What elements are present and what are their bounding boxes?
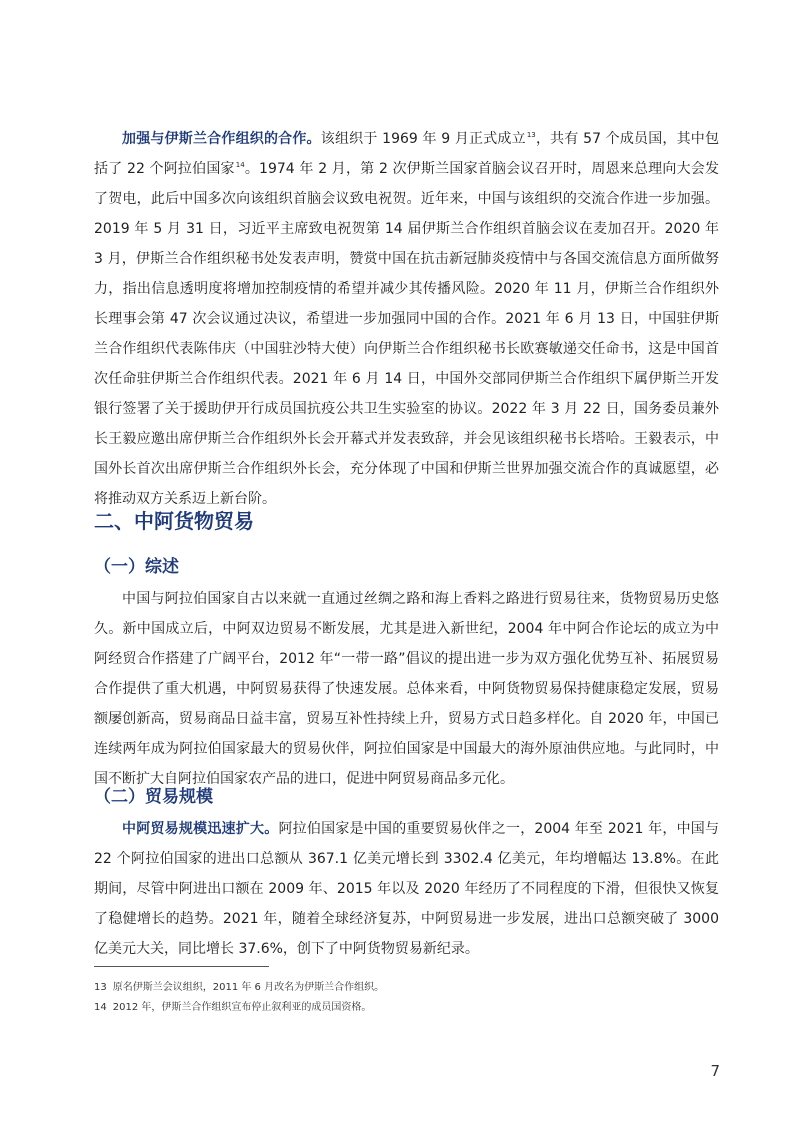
paragraph-text: 阿拉伯国家是中国的重要贸易伙伴之一，2004 年至 2021 年，中国与 22 个阿拉伯国家的进出口总额从 367.1 亿美元增长到 3302.4 亿美元，年均增幅达 13.8%。在此期间，尽管中阿进出口额在 2009 年、2015 年以及 2020 年经历了不同程度的下滑，但很快又恢复了稳健增长的趋势。2021 年，随着全球经济复苏，中阿贸易进一步发展，进出口总额突破了 3000 亿美元大关，同比增长 37.6%，创下了中阿货物贸易新纪录。 xyxy=(94,821,720,957)
paragraph-text: ，共有 57 个成员国，其中包括了 22 个阿拉伯国家 xyxy=(94,131,720,177)
paragraph-text: 中国与阿拉伯国家自古以来就一直通过丝绸之路和海上香料之路进行贸易往来，货物贸易历史悠久。新中国成立后，中阿双边贸易不断发展，尤其是进入新世纪，2004 年中阿合作论坛的成立为中阿经贸合作搭建了广阔平台，2012 年“一带一路”倡议的提出进一步为双方强化优势互补、拓展贸易合作提供了重大机遇，中阿贸易获得了快速发展。总体来看，中阿货物贸易保持健康稳定发展，贸易额屡创新高，贸易商品日益丰富，贸易互补性持续上升，贸易方式日趋多样化。自 2020 年，中国已连续两年成为阿拉伯国家最大的贸易伙伴，阿拉伯国家是中国最大的海外原油供应地。与此同时，中国不断扩大自阿拉伯国家农产品的进口，促进中阿贸易商品多元化。 xyxy=(94,591,719,787)
overview-paragraph xyxy=(94,584,719,794)
footnote-text: 2012 年，伊斯兰合作组织宣布停止叙利亚的成员国资格。 xyxy=(112,1002,372,1013)
paragraph-text: 该组织于 1969 年 9 月正式成立 xyxy=(320,131,526,147)
section-heading: 二、中阿货物贸易 xyxy=(94,509,254,533)
oic-cooperation-paragraph xyxy=(94,124,719,514)
paragraph-text: 。1974 年 2 月，第 2 次伊斯兰国家首脑会议召开时，周恩来总理向大会发了贺电，此后中国多次向该组织首脑会议致电祝贺。近年来，中国与该组织的交流合作进一步加强。2019 年 5 月 31 日，习近平主席致电祝贺第 14 届伊斯兰合作组织首脑会议在麦加召开。2020 年 3 月，伊斯兰合作组织秘书处发表声明，赞赏中国在抗击新冠肺炎疫情中与各国交流信息方面所做努力，指出信息透明度将增加控制疫情的希望并减少其传播风险。2020 年 11 月，伊斯兰合作组织外长理事会第 47 次会议通过决议，希望进一步加强同中国的合作。2021 年 6 月 13 日，中国驻伊斯兰合作组织代表陈伟庆（中国驻沙特大使）向伊斯兰合作组织秘书长欧赛敏递交任命书，这是中国首次任命驻伊斯兰合作组织代表。2021 年 6 月 14 日，中国外交部同伊斯兰合作组织下属伊斯兰开发银行签署了关于援助伊开行成员国抗疫公共卫生实验室的协议。2022 年 3 月 22 日，国务委员兼外长王毅应邀出席伊斯兰合作组织外长会开幕式并发表致辞，并会见该组织秘书长塔哈。王毅表示，中国外长首次出席伊斯兰合作组织外长会，充分体现了中国和伊斯兰世界加强交流合作的真诚愿望，必将推动双方关系迈上新台阶。 xyxy=(94,161,719,507)
page-number: 7 xyxy=(710,1062,720,1080)
footnote-ref[interactable]: 13 xyxy=(526,131,536,139)
subsection-heading-overview: （一）综述 xyxy=(94,557,179,577)
footnote-ref[interactable]: 14 xyxy=(235,161,245,169)
footnote xyxy=(94,1000,371,1015)
footnote-text: 原名伊斯兰会议组织，2011 年 6 月改名为伊斯兰合作组织。 xyxy=(112,982,385,993)
trade-scale-paragraph xyxy=(94,814,719,964)
footnote-number: 13 xyxy=(94,982,107,993)
footnote-number: 14 xyxy=(94,1002,107,1013)
footnote xyxy=(94,980,384,995)
subsection-heading-trade-scale: （二）贸易规模 xyxy=(94,787,213,807)
paragraph-lead: 中阿贸易规模迅速扩大。 xyxy=(122,821,279,837)
paragraph-lead: 加强与伊斯兰合作组织的合作。 xyxy=(122,131,321,147)
footnote-divider xyxy=(94,966,269,967)
